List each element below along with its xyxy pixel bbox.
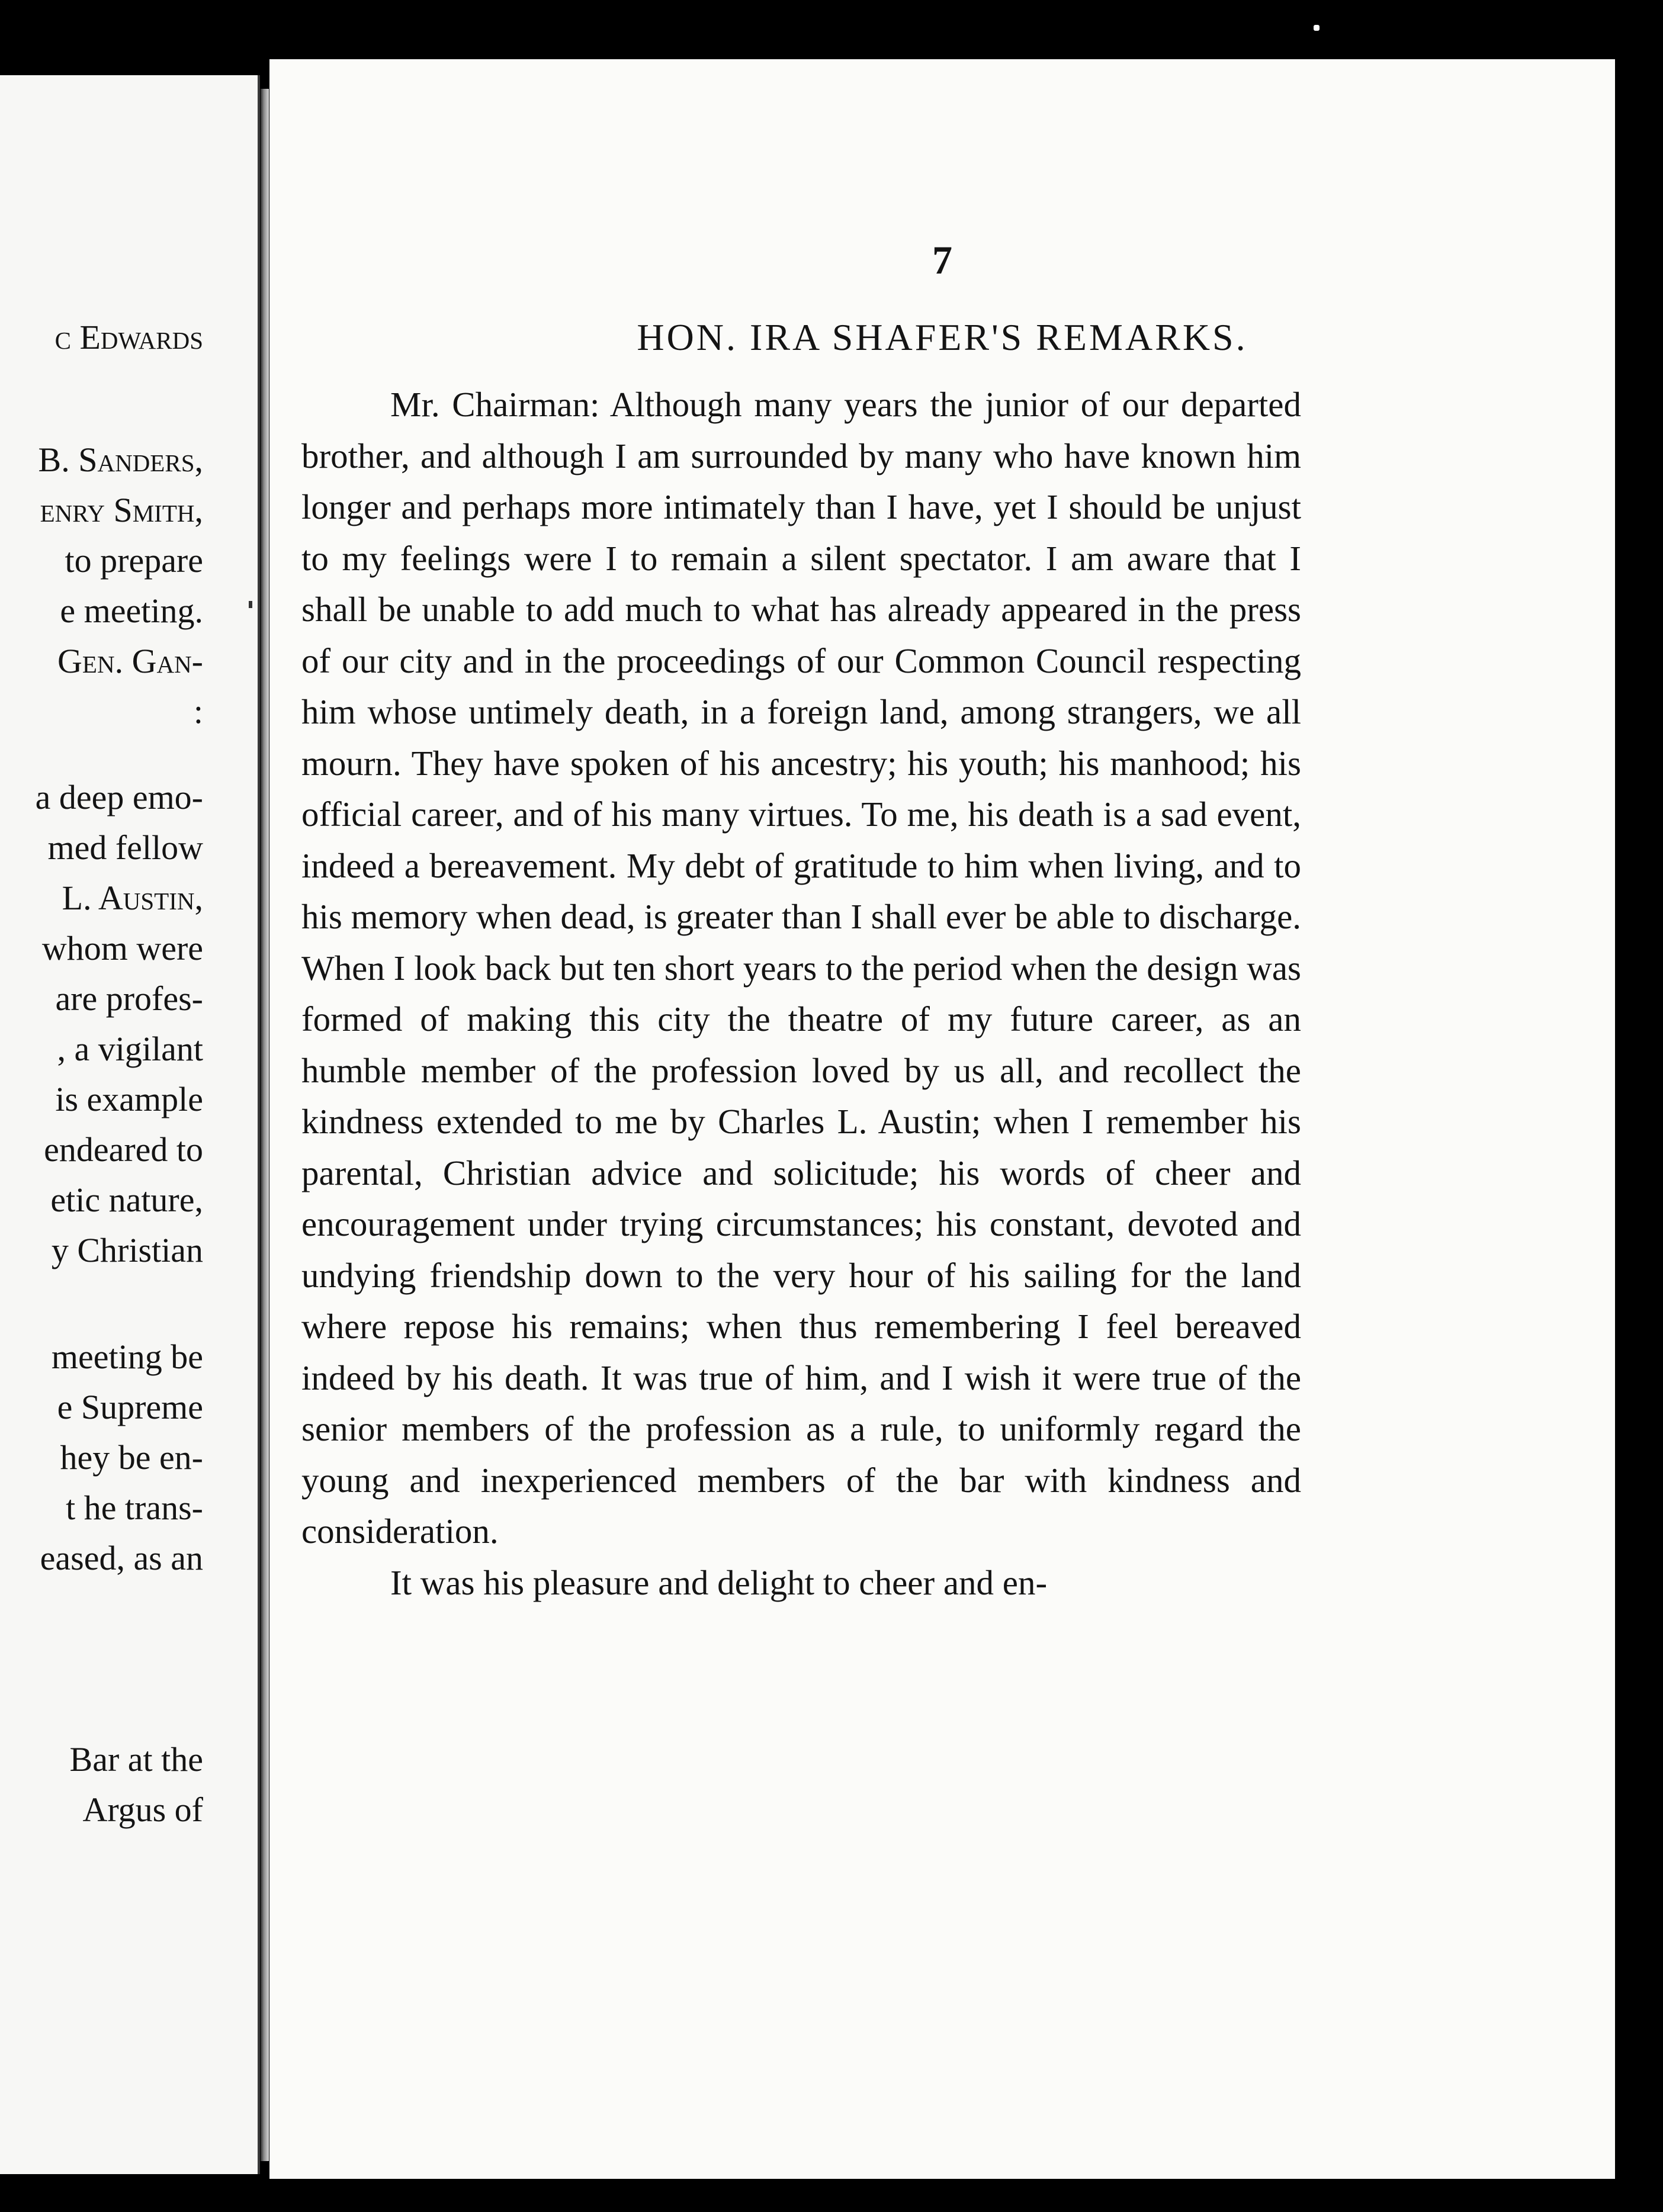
left-page bbox=[0, 75, 260, 2174]
left-line: t he trans- bbox=[66, 1488, 203, 1527]
left-line: Bar at the bbox=[69, 1740, 203, 1779]
book-gutter bbox=[261, 89, 269, 2161]
left-line: endeared to bbox=[44, 1130, 203, 1169]
left-line: c Edwards bbox=[54, 318, 203, 356]
left-line: , a vigilant bbox=[57, 1030, 203, 1068]
left-line: a deep emo- bbox=[35, 778, 203, 816]
left-line: whom were bbox=[41, 929, 203, 967]
page-heading: HON. IRA SHAFER'S REMARKS. bbox=[637, 316, 1248, 358]
page-number: 7 bbox=[932, 237, 952, 282]
right-page bbox=[269, 59, 1615, 2179]
left-line: eased, as an bbox=[40, 1539, 203, 1577]
left-line: to prepare bbox=[65, 541, 203, 580]
left-line: are profes- bbox=[55, 979, 203, 1018]
left-line: med fellow bbox=[47, 828, 203, 867]
left-line: is example bbox=[55, 1080, 203, 1118]
body-text bbox=[301, 379, 1301, 1608]
left-line: y Christian bbox=[51, 1231, 203, 1269]
left-line: e meeting. bbox=[60, 591, 203, 630]
left-line: : bbox=[193, 692, 203, 731]
left-line: meeting be bbox=[51, 1338, 203, 1376]
paragraph: Mr. Chairman: Although many years the junior of our departed brother, and although I am surrounded by many who have known him longer and perhaps more intimately than I have, yet I should be unjust to my feelings were I to remain a silent spectator. I am aware that I shall be unable to add much to what has already appeared in the press of our city and in the proceedings of our Common Council respecting him whose untimely death, in a foreign land, among strangers, we all mourn. They have spoken of his ancestry; his youth; his manhood; his official career, and of his many virtues. To me, his death is a sad event, indeed a bereavement. My debt of gratitude to him when living, and to his memory when dead, is greater than I shall ever be able to discharge. When I look back but ten short years to the period when the design was formed of making this city the theatre of my future career, as an humble member of the profession loved by us all, and recollect the kindness extended to me by Charles L. Austin; when I remember his parental, Christian advice and solicitude; his words of cheer and encouragement under trying circumstances; his constant, devoted and undying friendship down to the very hour of his sailing for the land where repose his remains; when thus remembering I feel bereaved indeed by his death. It was true of him, and I wish it were true of the senior members of the profession as a rule, to uniformly regard the young and inexperienced members of the bar with kindness and consideration. bbox=[301, 385, 1302, 1551]
left-line: L. Austin, bbox=[62, 879, 203, 917]
left-line: hey be en- bbox=[60, 1438, 203, 1477]
left-line: etic nature, bbox=[50, 1181, 203, 1219]
left-line: B. Sanders, bbox=[38, 441, 203, 479]
left-line: Argus of bbox=[82, 1790, 203, 1829]
ink-mark bbox=[249, 601, 252, 608]
left-line: Gen. Gan- bbox=[57, 642, 203, 680]
scan-speck bbox=[1314, 25, 1320, 31]
paragraph: It was his pleasure and delight to cheer and en- bbox=[390, 1562, 1048, 1602]
left-line: e Supreme bbox=[57, 1388, 203, 1426]
left-line: enry Smith, bbox=[40, 491, 203, 529]
